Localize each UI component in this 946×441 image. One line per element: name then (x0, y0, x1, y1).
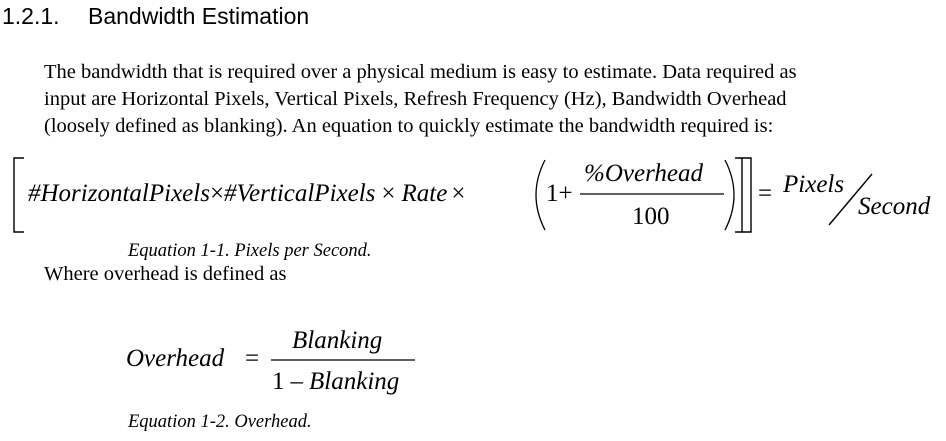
paragraph-line-1: The bandwidth that is required over a physical medium is easy to estimate. Data required as (44, 61, 797, 83)
eq1-denominator: 100 (632, 203, 670, 230)
eq1-times-2: × (381, 180, 396, 207)
eq1-one: 1 (546, 180, 559, 207)
eq1-times-3: × (451, 180, 466, 207)
eq1-lhs-product (28, 180, 465, 208)
eq1-times-1: × (209, 180, 225, 207)
right-parenthesis (725, 160, 734, 230)
eq1-numerator: %Overhead (584, 160, 703, 187)
where-text: Where overhead is defined as (44, 263, 287, 285)
eq2-equals: = (245, 345, 260, 372)
equation-1-caption: Equation 1-1. Pixels per Second. (128, 241, 372, 261)
eq1-rate: Rate (401, 180, 448, 207)
eq1-equals: = (758, 180, 773, 207)
eq1-hash-1: # (28, 180, 41, 207)
eq2-den-blanking: Blanking (309, 368, 400, 395)
eq2-numerator: Blanking (292, 327, 383, 354)
right-square-bracket-outer (742, 158, 751, 232)
eq1-plus: + (558, 180, 573, 207)
section-title: Bandwidth Estimation (88, 3, 310, 29)
right-square-bracket-inner (735, 158, 742, 232)
section-number: 1.2.1. (2, 3, 60, 29)
paragraph-line-2: input are Horizontal Pixels, Vertical Pixels, Refresh Frequency (Hz), Bandwidth Overhead (44, 88, 787, 110)
intro-paragraph (44, 59, 934, 140)
eq1-result-pixels: Pixels (783, 171, 845, 198)
eq1-hash-2: # (224, 180, 237, 207)
left-square-bracket (14, 158, 24, 232)
left-parenthesis (536, 160, 545, 230)
eq2-lhs: Overhead (126, 345, 225, 372)
eq1-vertical-pixels: VerticalPixels (236, 180, 376, 207)
eq1-one-plus (546, 180, 573, 208)
eq1-result-second: Second (858, 193, 931, 220)
eq2-den-one: 1 (272, 368, 285, 395)
section-heading (2, 1, 309, 31)
equation-2-caption: Equation 1-2. Overhead. (128, 412, 312, 432)
eq2-denominator (272, 368, 399, 396)
eq2-den-minus: – (290, 368, 303, 395)
paragraph-line-3: (loosely defined as blanking). An equation to quickly estimate the bandwidth required is: (44, 115, 774, 137)
eq1-horizontal-pixels: HorizontalPixels (40, 180, 210, 207)
